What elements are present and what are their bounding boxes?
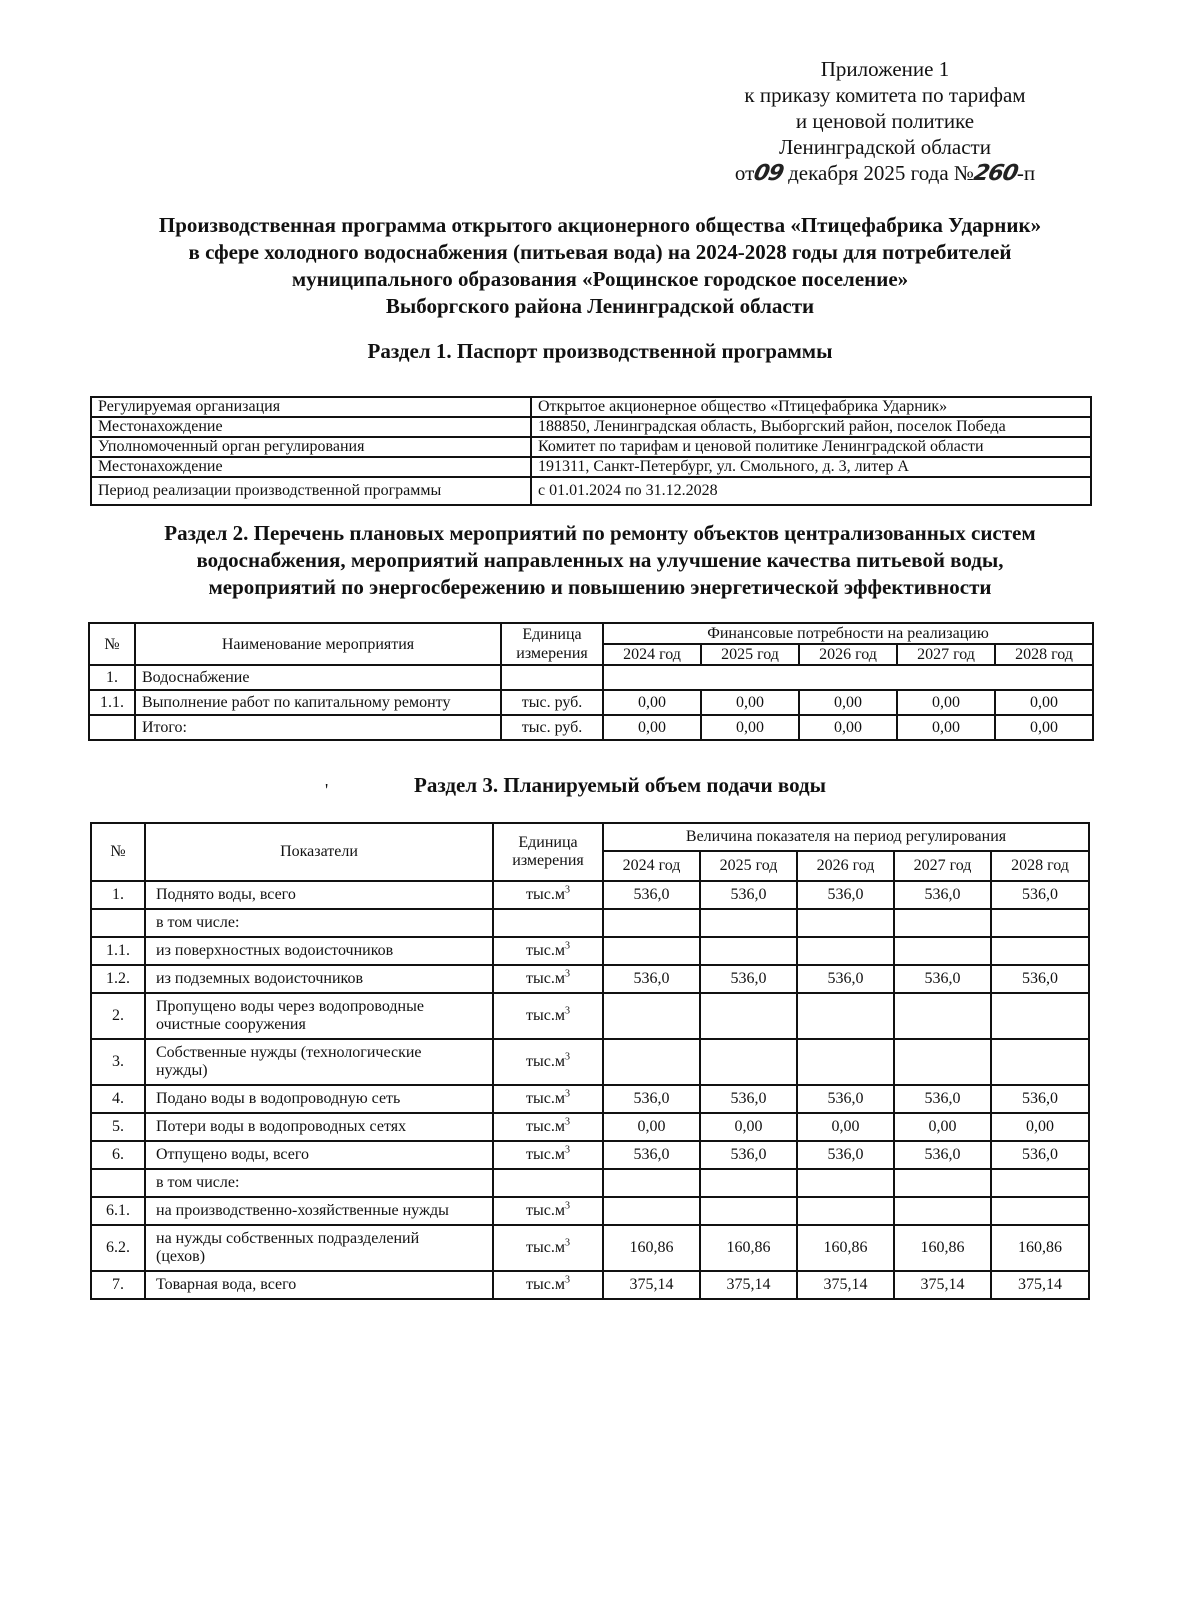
table-row <box>91 1141 1089 1169</box>
row-number: 3. <box>91 1039 145 1085</box>
value-cell <box>991 1039 1089 1085</box>
value-cell: 536,0 <box>991 881 1089 909</box>
value-cell: 0,00 <box>897 690 995 715</box>
indicator-name-line: Собственные нужды (технологические <box>156 1044 422 1061</box>
value-cell: 536,0 <box>894 1141 991 1169</box>
indicator-name <box>145 909 493 937</box>
unit-cell <box>493 881 603 909</box>
unit-exponent: 3 <box>564 1237 570 1249</box>
value-cell <box>603 993 700 1039</box>
col-header-num: № <box>89 623 135 665</box>
unit-header-line: измерения <box>512 852 584 869</box>
passport-label: Местонахождение <box>91 417 531 437</box>
value-cell: 0,00 <box>799 690 897 715</box>
indicator-name <box>145 1039 493 1085</box>
indicator-name <box>145 937 493 965</box>
table-row <box>91 937 1089 965</box>
unit-cell: тыс. руб. <box>501 690 603 715</box>
unit-cell <box>493 909 603 937</box>
unit-header-line: Единица <box>522 626 582 643</box>
value-cell <box>797 1197 894 1225</box>
value-cell: 0,00 <box>995 690 1093 715</box>
row-number: 6.2. <box>91 1225 145 1271</box>
scan-mark: ' <box>325 780 329 800</box>
unit-cell <box>493 1085 603 1113</box>
unit-text: тыс.м <box>526 1090 565 1107</box>
handwritten-order-number: 260 <box>971 161 1020 186</box>
row-number: 6.1. <box>91 1197 145 1225</box>
value-cell <box>894 1197 991 1225</box>
indicator-name-line: в том числе: <box>156 1174 240 1191</box>
row-number: 7. <box>91 1271 145 1299</box>
unit-cell <box>493 1039 603 1085</box>
table-row <box>91 477 1091 505</box>
indicator-name <box>145 993 493 1039</box>
value-cell <box>700 937 797 965</box>
indicator-name <box>145 965 493 993</box>
indicator-name <box>145 1271 493 1299</box>
passport-label: Регулируемая организация <box>91 397 531 417</box>
indicator-name-line: Подано воды в водопроводную сеть <box>156 1090 401 1107</box>
table-row <box>91 1039 1089 1085</box>
title-line: муниципального образования «Рощинское городское поселение» <box>291 267 909 291</box>
value-cell: 375,14 <box>603 1271 700 1299</box>
value-cell: 0,00 <box>897 715 995 740</box>
appendix-line: Ленинградской области <box>779 135 991 159</box>
row-number: 1.1. <box>89 690 135 715</box>
unit-text: тыс.м <box>526 1146 565 1163</box>
unit-text: тыс.м <box>526 1118 565 1135</box>
col-header-unit <box>493 823 603 881</box>
value-cell <box>700 1197 797 1225</box>
value-cell: 536,0 <box>700 881 797 909</box>
appendix-line: к приказу комитета по тарифам <box>744 83 1026 107</box>
measure-name: Итого: <box>135 715 501 740</box>
table-row <box>91 397 1091 417</box>
col-header-year: 2026 год <box>799 644 897 665</box>
unit-exponent: 3 <box>564 1144 570 1156</box>
section2-heading-line: водоснабжения, мероприятий направленных на улучшение качества питьевой воды, <box>196 548 1004 572</box>
indicator-name <box>145 1085 493 1113</box>
indicator-name-line: Потери воды в водопроводных сетях <box>156 1118 407 1135</box>
unit-exponent: 3 <box>564 1200 570 1212</box>
section2-heading <box>60 520 1140 601</box>
value-cell: 536,0 <box>700 1085 797 1113</box>
value-cell: 536,0 <box>603 881 700 909</box>
value-cell <box>603 1169 700 1197</box>
measure-name: Водоснабжение <box>135 665 501 690</box>
row-number: 6. <box>91 1141 145 1169</box>
value-cell: 536,0 <box>797 1141 894 1169</box>
indicator-name <box>145 1197 493 1225</box>
section3-heading-text: Раздел 3. Планируемый объем подачи воды <box>414 773 826 797</box>
col-header-group: Финансовые потребности на реализацию <box>603 623 1093 644</box>
indicator-name <box>145 1169 493 1197</box>
title-line: Производственная программа открытого акционерного общества «Птицефабрика Ударник» <box>158 213 1042 237</box>
value-cell <box>797 937 894 965</box>
col-header-year: 2025 год <box>701 644 799 665</box>
handwritten-day: 09 <box>751 161 786 186</box>
unit-cell <box>493 965 603 993</box>
table-row <box>91 1271 1089 1299</box>
passport-label: Период реализации производственной программы <box>91 477 531 505</box>
unit-cell <box>493 993 603 1039</box>
order-suffix: -п <box>1016 161 1036 185</box>
value-cell: 375,14 <box>797 1271 894 1299</box>
value-cell: 536,0 <box>603 965 700 993</box>
col-header-name: Показатели <box>145 823 493 881</box>
row-number: 1.1. <box>91 937 145 965</box>
indicator-name <box>145 1225 493 1271</box>
value-cell <box>991 937 1089 965</box>
value-cell: 160,86 <box>700 1225 797 1271</box>
table-row <box>91 437 1091 457</box>
passport-table <box>90 396 1092 506</box>
unit-exponent: 3 <box>564 1274 570 1286</box>
value-cell <box>991 1197 1089 1225</box>
col-header-year: 2028 год <box>995 644 1093 665</box>
value-cell: 536,0 <box>991 1085 1089 1113</box>
table-row <box>91 1169 1089 1197</box>
unit-cell <box>501 665 603 690</box>
value-cell: 375,14 <box>894 1271 991 1299</box>
passport-value: 188850, Ленинградская область, Выборгский район, поселок Победа <box>531 417 1091 437</box>
value-cell: 0,00 <box>603 1113 700 1141</box>
unit-cell <box>493 937 603 965</box>
indicator-name-line: нужды) <box>156 1062 208 1079</box>
row-number: 1. <box>89 665 135 690</box>
value-cell: 160,86 <box>797 1225 894 1271</box>
value-cell: 0,00 <box>797 1113 894 1141</box>
col-header-year: 2027 год <box>897 644 995 665</box>
value-cell: 160,86 <box>894 1225 991 1271</box>
indicator-name-line: Поднято воды, всего <box>156 886 296 903</box>
passport-label: Уполномоченный орган регулирования <box>91 437 531 457</box>
value-cell: 375,14 <box>991 1271 1089 1299</box>
table-row <box>91 909 1089 937</box>
col-header-year: 2026 год <box>797 851 894 881</box>
table-row <box>91 1197 1089 1225</box>
table-row <box>91 881 1089 909</box>
unit-cell <box>493 1197 603 1225</box>
unit-text: тыс.м <box>526 942 565 959</box>
passport-value: Открытое акционерное общество «Птицефабрика Ударник» <box>531 397 1091 417</box>
table-row <box>91 1225 1089 1271</box>
value-cell: 536,0 <box>603 1141 700 1169</box>
value-cell: 536,0 <box>894 965 991 993</box>
value-cell: 536,0 <box>797 881 894 909</box>
title-line: в сфере холодного водоснабжения (питьевая вода) на 2024-2028 годы для потребителей <box>188 240 1012 264</box>
table-row <box>91 965 1089 993</box>
measure-name: Выполнение работ по капитальному ремонту <box>135 690 501 715</box>
row-number: 2. <box>91 993 145 1039</box>
row-number <box>91 1169 145 1197</box>
unit-text: тыс.м <box>526 886 565 903</box>
unit-exponent: 3 <box>564 1051 570 1063</box>
unit-cell <box>493 1225 603 1271</box>
row-number: 4. <box>91 1085 145 1113</box>
row-number <box>89 715 135 740</box>
indicator-name-line: (цехов) <box>156 1248 206 1265</box>
indicator-name <box>145 1113 493 1141</box>
unit-cell <box>493 1141 603 1169</box>
col-header-name: Наименование мероприятия <box>135 623 501 665</box>
indicator-name-line: Товарная вода, всего <box>156 1276 297 1293</box>
unit-text: тыс.м <box>526 1053 565 1070</box>
value-cell <box>894 1169 991 1197</box>
col-header-year: 2024 год <box>603 851 700 881</box>
value-cell <box>894 993 991 1039</box>
value-cell <box>603 909 700 937</box>
value-cell: 0,00 <box>894 1113 991 1141</box>
value-cell <box>700 909 797 937</box>
value-cell <box>894 937 991 965</box>
indicator-name-line: очистные сооружения <box>156 1016 306 1033</box>
unit-text: тыс.м <box>526 1007 565 1024</box>
unit-text: тыс.м <box>526 970 565 987</box>
value-cell: 536,0 <box>700 965 797 993</box>
row-number: 1. <box>91 881 145 909</box>
value-cell: 0,00 <box>995 715 1093 740</box>
value-cell: 536,0 <box>603 1085 700 1113</box>
unit-exponent: 3 <box>564 940 570 952</box>
value-cell: 536,0 <box>991 965 1089 993</box>
row-number: 5. <box>91 1113 145 1141</box>
value-cell: 160,86 <box>603 1225 700 1271</box>
value-cell: 0,00 <box>603 715 701 740</box>
col-header-group: Величина показателя на период регулирования <box>603 823 1089 851</box>
value-cell <box>700 1039 797 1085</box>
unit-text: тыс.м <box>526 1202 565 1219</box>
value-cell <box>603 1039 700 1085</box>
table-row <box>91 993 1089 1039</box>
value-cell <box>797 993 894 1039</box>
appendix-line: и ценовой политике <box>795 109 975 133</box>
section2-heading-line: Раздел 2. Перечень плановых мероприятий по ремонту объектов централизованных систем <box>164 521 1036 545</box>
value-cell <box>603 1197 700 1225</box>
value-cell: 536,0 <box>991 1141 1089 1169</box>
value-cell: 0,00 <box>991 1113 1089 1141</box>
value-cell: 536,0 <box>894 881 991 909</box>
section1-heading-text: Раздел 1. Паспорт производственной программы <box>367 339 833 363</box>
indicator-name-line: Пропущено воды через водопроводные <box>156 998 424 1015</box>
col-header-year: 2024 год <box>603 644 701 665</box>
unit-exponent: 3 <box>564 968 570 980</box>
indicator-name-line: Отпущено воды, всего <box>156 1146 309 1163</box>
col-header-num: № <box>91 823 145 881</box>
measures-table <box>88 622 1094 741</box>
table-row <box>91 1085 1089 1113</box>
col-header-year: 2028 год <box>991 851 1089 881</box>
value-cell: 536,0 <box>700 1141 797 1169</box>
value-cell: 375,14 <box>700 1271 797 1299</box>
table-row <box>91 1113 1089 1141</box>
value-cell: 0,00 <box>700 1113 797 1141</box>
unit-text: тыс.м <box>526 1239 565 1256</box>
unit-exponent: 3 <box>564 1116 570 1128</box>
passport-value: с 01.01.2024 по 31.12.2028 <box>531 477 1091 505</box>
indicator-name <box>145 881 493 909</box>
unit-cell: тыс. руб. <box>501 715 603 740</box>
passport-value: Комитет по тарифам и ценовой политике Ленинградской области <box>531 437 1091 457</box>
col-header-year: 2027 год <box>894 851 991 881</box>
unit-exponent: 3 <box>564 1088 570 1100</box>
table-row <box>91 417 1091 437</box>
date-middle: декабря 2025 года № <box>782 161 974 185</box>
value-cell: 536,0 <box>797 965 894 993</box>
value-cell: 536,0 <box>894 1085 991 1113</box>
col-header-year: 2025 год <box>700 851 797 881</box>
table-row <box>89 690 1093 715</box>
unit-exponent: 3 <box>564 884 570 896</box>
row-number: 1.2. <box>91 965 145 993</box>
value-cell <box>991 909 1089 937</box>
col-header-unit <box>501 623 603 665</box>
section2-heading-line: мероприятий по энергосбережению и повышению энергетической эффективности <box>208 575 992 599</box>
unit-text: тыс.м <box>526 1276 565 1293</box>
unit-header-line: Единица <box>518 834 578 851</box>
indicator-name <box>145 1141 493 1169</box>
unit-cell <box>493 1169 603 1197</box>
value-cell <box>991 1169 1089 1197</box>
value-cell <box>797 909 894 937</box>
table-header-row <box>91 823 1089 851</box>
value-cell: 0,00 <box>701 690 799 715</box>
value-cell <box>894 1039 991 1085</box>
passport-value: 191311, Санкт-Петербург, ул. Смольного, д. 3, литер А <box>531 457 1091 477</box>
indicator-name-line: в том числе: <box>156 914 240 931</box>
table-row <box>89 665 1093 690</box>
indicator-name-line: на производственно-хозяйственные нужды <box>156 1202 449 1219</box>
water-volume-table <box>90 822 1090 1300</box>
passport-label: Местонахождение <box>91 457 531 477</box>
value-cell: 536,0 <box>797 1085 894 1113</box>
table-header-row <box>89 623 1093 644</box>
date-prefix: от <box>734 161 755 185</box>
appendix-line: Приложение 1 <box>820 57 950 81</box>
order-date-line <box>690 160 1080 187</box>
unit-exponent: 3 <box>564 1005 570 1017</box>
table-row <box>89 715 1093 740</box>
value-cell <box>894 909 991 937</box>
section1-heading <box>60 338 1140 365</box>
value-cell: 0,00 <box>701 715 799 740</box>
document-title <box>60 212 1140 320</box>
empty-value-span <box>603 665 1093 690</box>
title-line: Выборгского района Ленинградской области <box>385 294 815 318</box>
table-row <box>91 457 1091 477</box>
indicator-name-line: из подземных водоисточников <box>156 970 364 987</box>
unit-header-line: измерения <box>516 645 588 662</box>
indicator-name-line: из поверхностных водоисточников <box>156 942 394 959</box>
value-cell <box>797 1169 894 1197</box>
unit-cell <box>493 1271 603 1299</box>
value-cell: 0,00 <box>603 690 701 715</box>
value-cell <box>797 1039 894 1085</box>
row-number <box>91 909 145 937</box>
value-cell <box>603 937 700 965</box>
appendix-block <box>690 56 1080 187</box>
section3-heading <box>80 772 1160 799</box>
value-cell <box>991 993 1089 1039</box>
value-cell: 0,00 <box>799 715 897 740</box>
value-cell <box>700 1169 797 1197</box>
unit-cell <box>493 1113 603 1141</box>
value-cell: 160,86 <box>991 1225 1089 1271</box>
value-cell <box>700 993 797 1039</box>
indicator-name-line: на нужды собственных подразделений <box>156 1230 420 1247</box>
